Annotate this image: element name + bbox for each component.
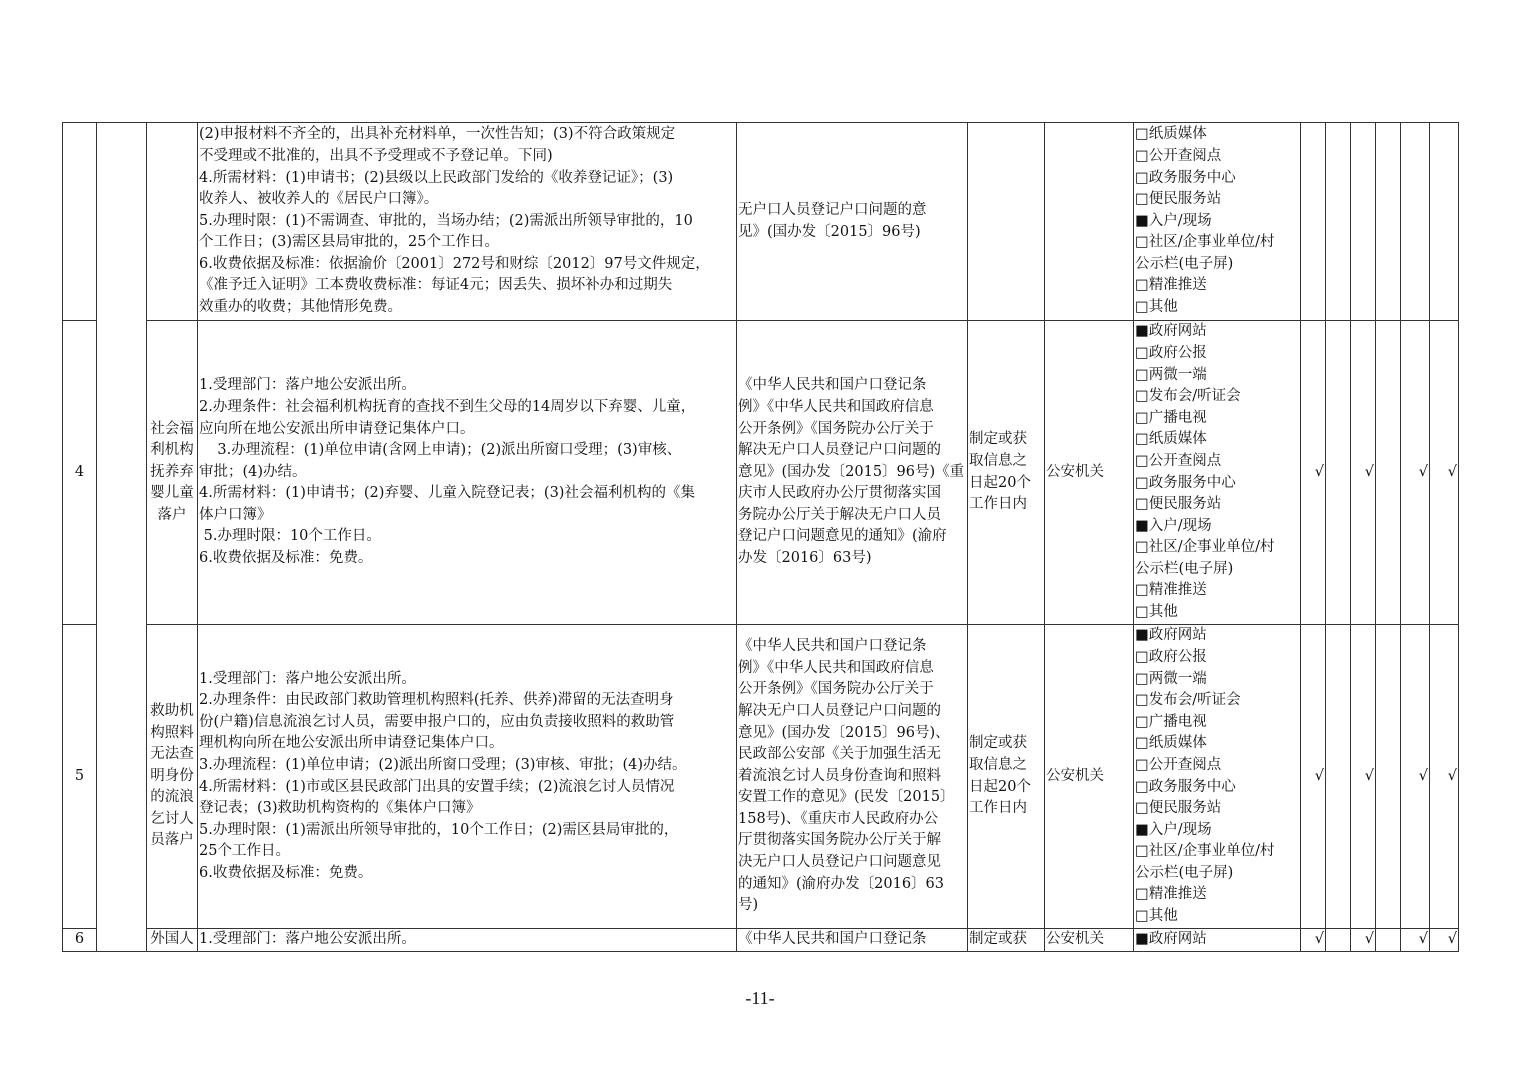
check-mark — [1376, 929, 1401, 952]
check-mark — [1351, 123, 1376, 321]
item-name: 外国人 — [147, 929, 198, 952]
item-content: (2)申报材料不齐全的，出具补充材料单，一次性告知；(3)不符合政策规定 不受理或不批准的，出具不予受理或不予登记单。下同) 4.所需材料：(1)申请书；(2)县级以上民政部门发给的《收养登记证》；(3) 收养人、被收养人的《居民户口簿》。 5.办理时限：(1)不需调查、审批的，当场办结；(2)需派出所领导审批的，10 个工作日；(3)需区县局审批的，25个工作日。 6.收费依据及标准：依据渝价〔2001〕272号和财综〔2012〕97号文件规定， 《准予迁入证明》工本费收费标准：每证4元；因丢失、损坏补办和过期失 效重办的收费；其他情形免费。 — [198, 123, 737, 321]
check-mark — [1326, 929, 1351, 952]
check-mark: √ — [1301, 321, 1326, 625]
check-mark: √ — [1401, 321, 1430, 625]
check-mark — [1430, 123, 1459, 321]
channel-list: ■政府网站 □政府公报 □两微一端 □发布会/听证会 □广播电视 □纸质媒体 □公开查阅点 □政务服务中心 □便民服务站 ■入户/现场 □社区/企事业单位/村 公示栏(电子屏) □精准推送 □其他 — [1134, 625, 1301, 929]
item-content: 1.受理部门：落户地公安派出所。 — [198, 929, 737, 952]
channel-list: □纸质媒体 □公开查阅点 □政务服务中心 □便民服务站 ■入户/现场 □社区/企事业单位/村 公示栏(电子屏) □精准推送 □其他 — [1134, 123, 1301, 321]
item-content: 1.受理部门：落户地公安派出所。 2.办理条件：由民政部门救助管理机构照料(托养、供养)滞留的无法查明身 份(户籍)信息流浪乞讨人员，需要申报户口的，应由负责接收照料的救助管 理机构向所在地公安派出所申请登记集体户口。 3.办理流程：(1)单位申请；(2)派出所窗口受理；(3)审核、审批；(4)办结。 4.所需材料：(1)市或区县民政部门出具的安置手续；(2)流浪乞讨人员情况 登记表；(3)救助机构资构的《集体户口簿》 5.办理时限：(1)需派出所领导审批的，10个工作日；(2)需区县局审批的， 25个工作日。 6.收费依据及标准：免费。 — [198, 625, 737, 929]
legal-basis: 《中华人民共和国户口登记条 — [737, 929, 968, 952]
channel-list: ■政府网站 — [1134, 929, 1301, 952]
check-mark: √ — [1301, 929, 1326, 952]
time-limit: 制定或获 取信息之 日起20个 工作日内 — [968, 625, 1045, 929]
page-number: -11- — [745, 988, 775, 1008]
time-limit: 制定或获 取信息之 日起20个 工作日内 — [968, 321, 1045, 625]
table-row — [63, 123, 1459, 321]
check-mark: √ — [1301, 625, 1326, 929]
item-name — [147, 123, 198, 321]
check-mark: √ — [1351, 929, 1376, 952]
item-name: 救助机 构照料 无法查 明身份 的流浪 乞讨人 员落户 — [147, 625, 198, 929]
time-limit — [968, 123, 1045, 321]
check-mark — [1326, 321, 1351, 625]
channel-list: ■政府网站 □政府公报 □两微一端 □发布会/听证会 □广播电视 □纸质媒体 □公开查阅点 □政务服务中心 □便民服务站 ■入户/现场 □社区/企事业单位/村 公示栏(电子屏) □精准推送 □其他 — [1134, 321, 1301, 625]
check-mark — [1301, 123, 1326, 321]
time-limit: 制定或获 — [968, 929, 1045, 952]
check-mark — [1376, 625, 1401, 929]
row-number: 5 — [63, 625, 97, 929]
legal-basis: 《中华人民共和国户口登记条 例》《中华人民共和国政府信息 公开条例》《国务院办公厅关于 解决无户口人员登记户口问题的 意见》(国办发〔2015〕96号)、 民政部公安部《关于加强生活无 着流浪乞讨人员身份查询和照料 安置工作的意见》(民发〔2015〕 158号)、《重庆市人民政府办公 厅贯彻落实国务院办公厅关于解 决无户口人员登记户口问题意见 的通知》(渝府办发〔2016〕63 号) — [737, 625, 968, 929]
row-number: 6 — [63, 929, 97, 952]
responsible-subject — [1045, 123, 1134, 321]
disclosure-table — [62, 122, 1459, 952]
check-mark: √ — [1401, 929, 1430, 952]
item-content: 1.受理部门：落户地公安派出所。 2.办理条件：社会福利机构抚育的查找不到生父母的14周岁以下弃婴、儿童， 应向所在地公安派出所申请登记集体户口。 3.办理流程：(1)单位申请(含网上申请)；(2)派出所窗口受理；(3)审核、 审批；(4)办结。 4.所需材料：(1)申请书；(2)弃婴、儿童入院登记表；(3)社会福利机构的《集 体户口簿》 5.办理时限：10个工作日。 6.收费依据及标准：免费。 — [198, 321, 737, 625]
check-mark — [1376, 123, 1401, 321]
check-mark: √ — [1430, 625, 1459, 929]
table-row — [63, 625, 1459, 929]
check-mark — [1401, 123, 1430, 321]
legal-basis: 《中华人民共和国户口登记条 例》《中华人民共和国政府信息 公开条例》《国务院办公厅关于 解决无户口人员登记户口问题的 意见》(国办发〔2015〕96号)《重 庆市人民政府办公厅贯彻落实国 务院办公厅关于解决无户口人员 登记户口问题意见的通知》(渝府 办发〔2016〕63号) — [737, 321, 968, 625]
responsible-subject: 公安机关 — [1045, 929, 1134, 952]
row-number — [63, 123, 97, 321]
check-mark: √ — [1430, 929, 1459, 952]
check-mark: √ — [1351, 625, 1376, 929]
legal-basis: 无户口人员登记户口问题的意 见》(国办发〔2015〕96号) — [737, 123, 968, 321]
check-mark: √ — [1430, 321, 1459, 625]
category-cell — [97, 123, 147, 952]
item-name: 社会福 利机构 抚养弃 婴儿童 落户 — [147, 321, 198, 625]
table-row — [63, 929, 1459, 952]
responsible-subject: 公安机关 — [1045, 625, 1134, 929]
check-mark: √ — [1351, 321, 1376, 625]
check-mark — [1376, 321, 1401, 625]
row-number: 4 — [63, 321, 97, 625]
responsible-subject: 公安机关 — [1045, 321, 1134, 625]
table-row — [63, 321, 1459, 625]
check-mark — [1326, 625, 1351, 929]
check-mark — [1326, 123, 1351, 321]
check-mark: √ — [1401, 625, 1430, 929]
